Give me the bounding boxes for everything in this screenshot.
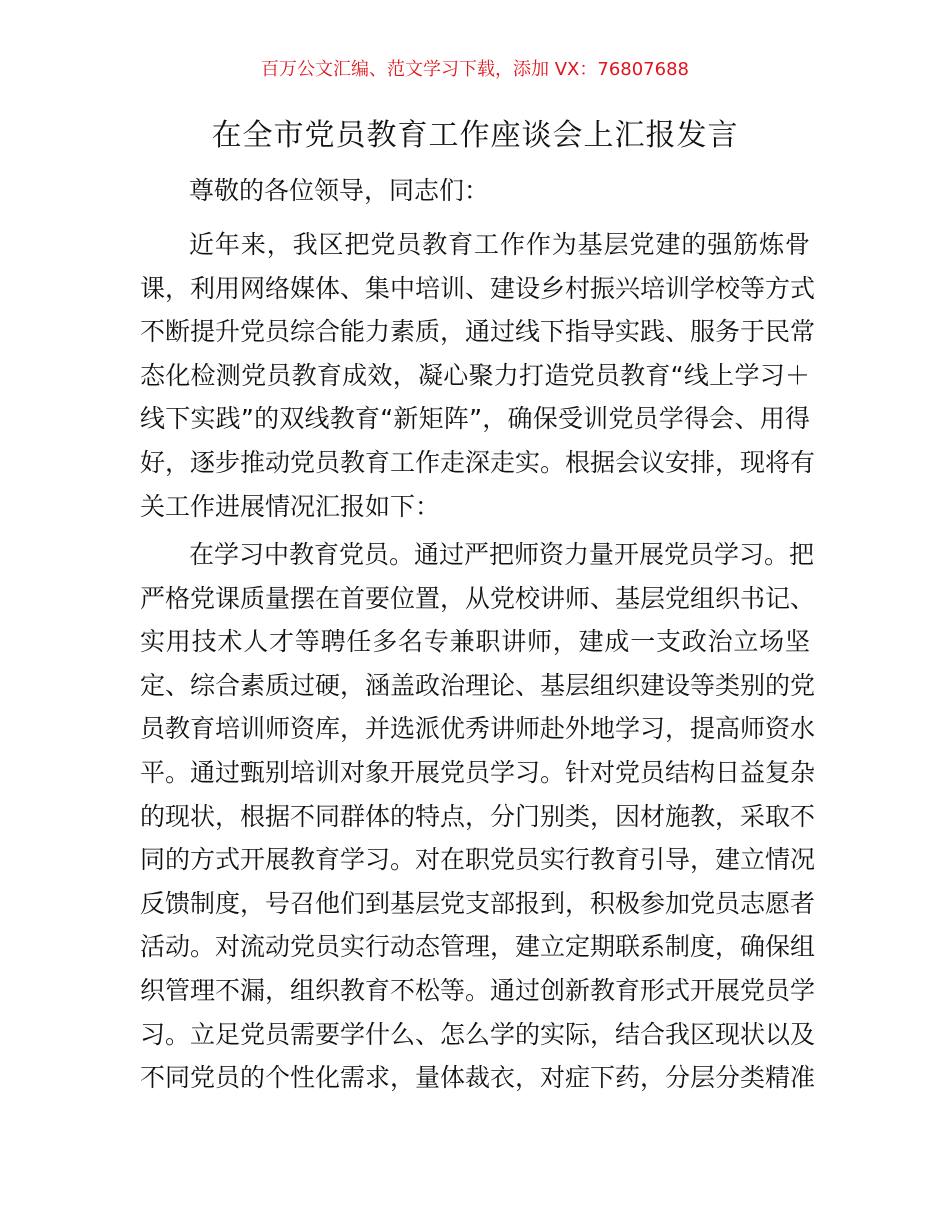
text-line: 活动。对流动党员实行动态管理，建立定期联系制度，确保组 [140, 932, 816, 962]
text-line: 实用技术人才等聘任多名专兼职讲师，建成一支政治立场坚 [140, 627, 810, 657]
text-line: 在学习中教育党员。通过严把师资力量开展党员学习。把 [189, 540, 815, 569]
text-line: 员教育培训师资库，并选派优秀讲师赴外地学习，提高师资水 [140, 714, 816, 744]
document-title: 在全市党员教育工作座谈会上汇报发言 [211, 118, 739, 153]
text-line: 反馈制度，号召他们到基层党支部报到，积极参加党员志愿者 [140, 888, 816, 918]
paragraph-intro [140, 223, 816, 528]
text-line: 平。通过甄别培训对象开展党员学习。针对党员结构日益复杂 [140, 757, 816, 787]
salutation: 尊敬的各位领导，同志们： [189, 176, 490, 205]
text-line: 同的方式开展教育学习。对在职党员实行教育引导，建立情况 [140, 845, 816, 875]
paragraph-education-in-study [140, 533, 816, 1100]
text-line: 态化检测党员教育成效，凝心聚力打造党员教育“线上学习＋ [140, 360, 810, 390]
text-line: 严格党课质量摆在首要位置，从党校讲师、基层党组织书记、 [140, 583, 816, 613]
text-line: 的现状，根据不同群体的特点，分门别类，因材施教，采取不 [140, 801, 816, 831]
text-line: 不断提升党员综合能力素质，通过线下指导实践、服务于民常 [140, 317, 816, 347]
text-line: 不同党员的个性化需求，量体裁衣，对症下药，分层分类精准 [140, 1063, 816, 1093]
text-line: 关工作进展情况汇报如下： [140, 491, 441, 521]
text-line: 好，逐步推动党员教育工作走深走实。根据会议安排，现将有 [140, 447, 816, 477]
text-line: 线下实践”的双线教育“新矩阵”，确保受训党员学得会、用得 [140, 404, 810, 434]
text-line: 近年来，我区把党员教育工作作为基层党建的强筋炼骨 [189, 230, 810, 259]
text-line: 课，利用网络媒体、集中培训、建设乡村振兴培训学校等方式 [140, 273, 816, 303]
text-line: 定、综合素质过硬，涵盖政治理论、基层组织建设等类别的党 [140, 670, 816, 700]
text-line: 习。立足党员需要学什么、怎么学的实际，结合我区现状以及 [140, 1019, 816, 1049]
text-line: 织管理不漏，组织教育不松等。通过创新教育形式开展党员学 [140, 975, 816, 1005]
watermark-banner: 百万公文汇编、范文学习下载，添加 VX：76807688 [261, 59, 689, 80]
